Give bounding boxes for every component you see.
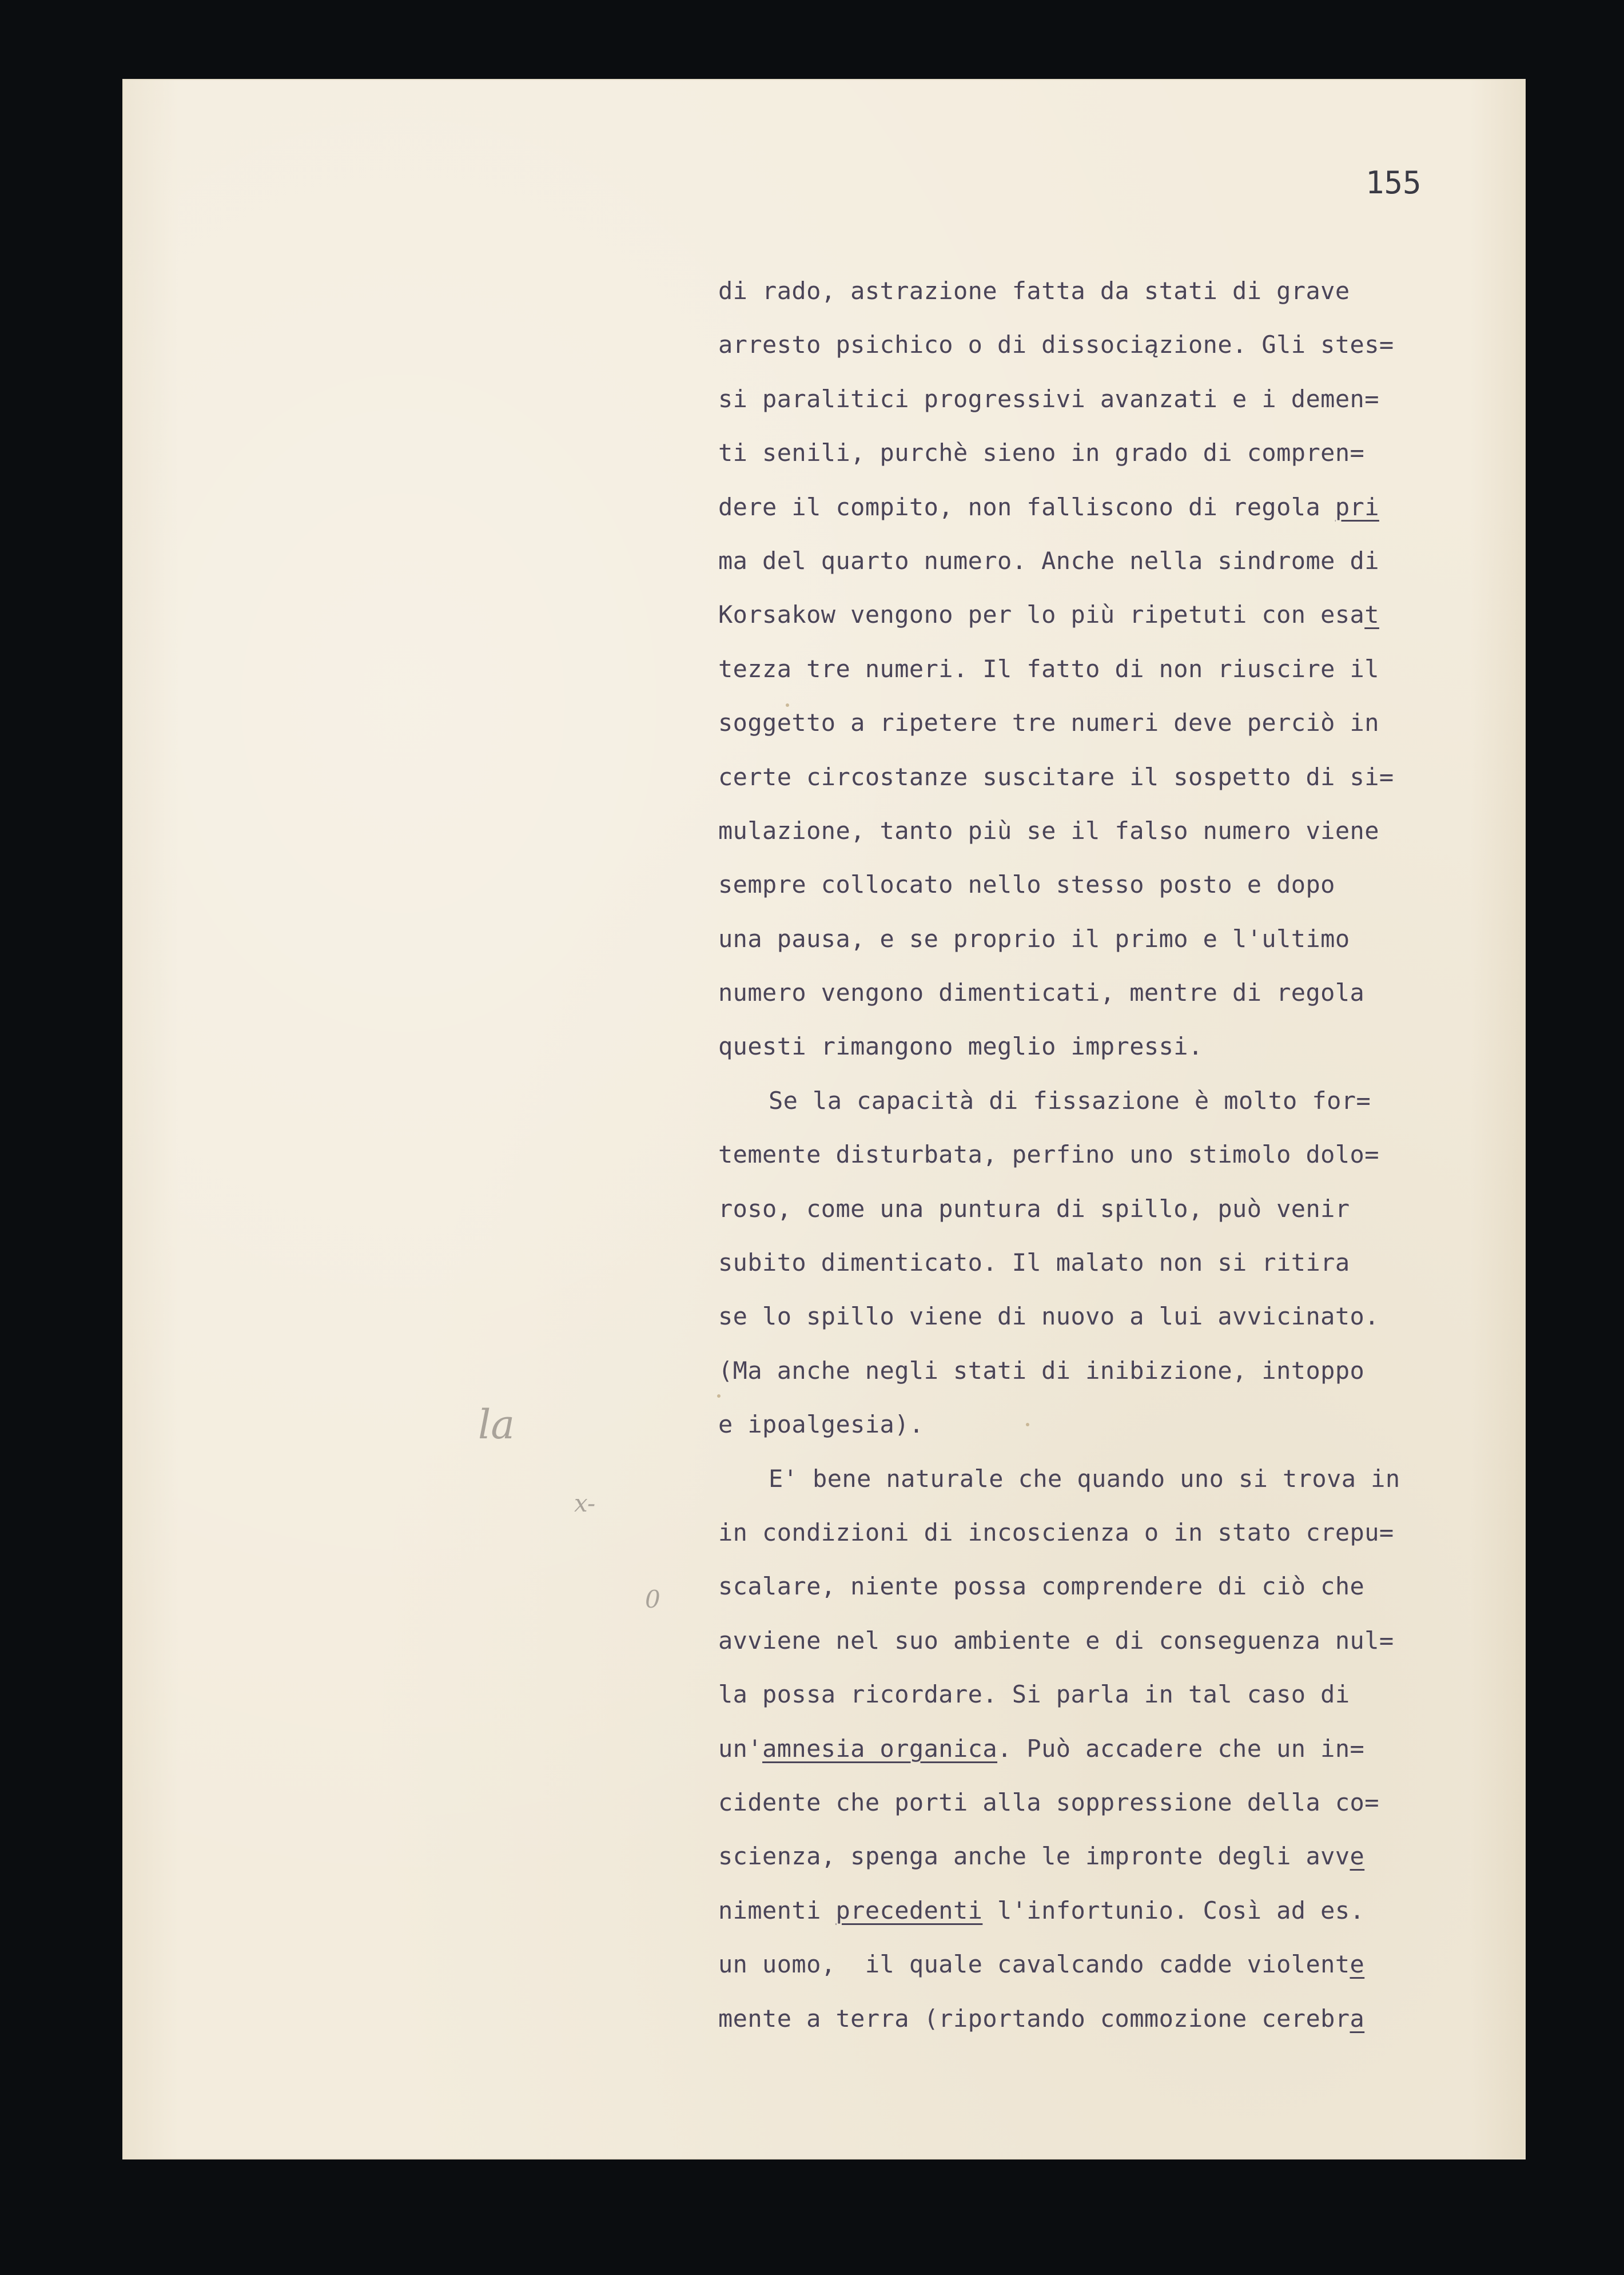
text-line xyxy=(718,1560,1519,1613)
text-segment: una pausa, e se proprio il primo e l'ultimo xyxy=(718,924,1350,953)
text-segment: scalare, niente possa comprendere di ciò che xyxy=(718,1572,1365,1601)
text-segment: mulazione, tanto più se il falso numero viene xyxy=(718,816,1379,845)
text-line xyxy=(718,858,1519,912)
text-segment: temente disturbata, perfino uno stimolo dolo= xyxy=(718,1140,1379,1169)
text-segment: se lo spillo viene di nuovo a lui avvicinato. xyxy=(718,1302,1379,1331)
text-line xyxy=(718,696,1519,750)
text-segment: questi rimangono meglio impressi. xyxy=(718,1032,1203,1061)
underlined-text: e xyxy=(1350,1842,1365,1871)
text-line xyxy=(718,1398,1519,1451)
text-line xyxy=(718,534,1519,588)
text-line xyxy=(718,912,1519,966)
text-line xyxy=(718,1776,1519,1829)
text-line xyxy=(718,588,1519,642)
text-segment: dere il compito, non falliscono di regola xyxy=(718,492,1335,521)
text-segment: un' xyxy=(718,1734,763,1763)
text-line xyxy=(718,1668,1519,1721)
page-number: 155 xyxy=(1366,165,1422,201)
text-segment: si paralitici progressivi avanzati e i demen= xyxy=(718,384,1379,413)
text-line xyxy=(718,1128,1519,1182)
text-line xyxy=(718,966,1519,1020)
text-line xyxy=(718,1290,1519,1343)
text-segment: soggetto a ripetere tre numeri deve perciò in xyxy=(718,709,1379,737)
text-segment: E' bene naturale che quando uno si trova in xyxy=(769,1464,1400,1493)
text-line xyxy=(718,1506,1519,1560)
text-segment: tezza tre numeri. Il fatto di non riuscire il xyxy=(718,654,1379,683)
text-line xyxy=(718,1452,1519,1506)
text-line xyxy=(718,426,1519,480)
text-line xyxy=(718,1182,1519,1236)
text-line xyxy=(718,1722,1519,1776)
text-segment: in condizioni di incoscienza o in stato crepu= xyxy=(718,1518,1394,1546)
text-line xyxy=(718,1938,1519,1991)
text-segment: di rado, astrazione fatta da stati di grave xyxy=(718,277,1350,305)
text-segment: arresto psichico o di dissociązione. Gli stes= xyxy=(718,331,1394,359)
text-segment: certe circostanze suscitare il sospetto di si= xyxy=(718,762,1394,791)
text-segment: Se la capacità di fissazione è molto for= xyxy=(769,1086,1371,1115)
text-line xyxy=(718,1020,1519,1073)
text-segment: . Può accadere che un in= xyxy=(997,1734,1365,1763)
text-segment: sempre collocato nello stesso posto e dopo xyxy=(718,870,1335,899)
text-line xyxy=(718,1829,1519,1883)
text-segment: subito dimenticato. Il malato non si ritira xyxy=(718,1248,1350,1277)
text-segment: Korsakow vengono per lo più ripetuti con esa xyxy=(718,600,1365,629)
text-line xyxy=(718,318,1519,372)
text-line xyxy=(718,1884,1519,1938)
text-segment: roso, come una puntura di spillo, può venir xyxy=(718,1194,1350,1223)
text-segment: mente a terra (riportando commozione cerebr xyxy=(718,2004,1350,2033)
text-segment: la possa ricordare. Si parla in tal caso di xyxy=(718,1680,1350,1709)
text-line xyxy=(718,1992,1519,2046)
text-line xyxy=(718,1614,1519,1668)
margin-pencil-mark: 0 xyxy=(645,1585,660,1613)
underlined-text: precedenti xyxy=(835,1896,983,1924)
text-segment: ti senili, purchè sieno in grado di compren= xyxy=(718,439,1365,467)
text-line xyxy=(718,1236,1519,1290)
text-segment: un uomo, il quale cavalcando cadde violent xyxy=(718,1950,1350,1979)
underlined-text: a xyxy=(1350,2004,1365,2033)
text-segment: nimenti xyxy=(718,1896,836,1924)
underlined-text: amnesia organica xyxy=(762,1734,998,1763)
body-text xyxy=(718,264,1519,2046)
text-line xyxy=(718,1074,1519,1128)
text-segment: ma del quarto numero. Anche nella sindrome di xyxy=(718,546,1379,575)
text-line xyxy=(718,804,1519,858)
underlined-text: t xyxy=(1364,600,1379,629)
text-segment: avviene nel suo ambiente e di conseguenza nul= xyxy=(718,1626,1394,1654)
text-segment: l'infortunio. Così ad es. xyxy=(982,1896,1365,1924)
underlined-text: e xyxy=(1350,1950,1365,1979)
margin-pencil-mark: x- xyxy=(574,1489,596,1517)
text-segment: cidente che porti alla soppressione della co= xyxy=(718,1788,1379,1816)
underlined-text: pri xyxy=(1335,492,1379,521)
text-line xyxy=(718,264,1519,318)
text-line xyxy=(718,1344,1519,1398)
text-line xyxy=(718,480,1519,534)
text-segment: e ipoalgesia). xyxy=(718,1410,924,1439)
text-line xyxy=(718,750,1519,804)
text-segment: numero vengono dimenticati, mentre di regola xyxy=(718,979,1365,1007)
text-segment: scienza, spenga anche le impronte degli avv xyxy=(718,1842,1350,1871)
margin-pencil-mark: la xyxy=(478,1401,515,1448)
text-line xyxy=(718,642,1519,696)
text-segment: (Ma anche negli stati di inibizione, intoppo xyxy=(718,1356,1365,1385)
text-line xyxy=(718,372,1519,426)
